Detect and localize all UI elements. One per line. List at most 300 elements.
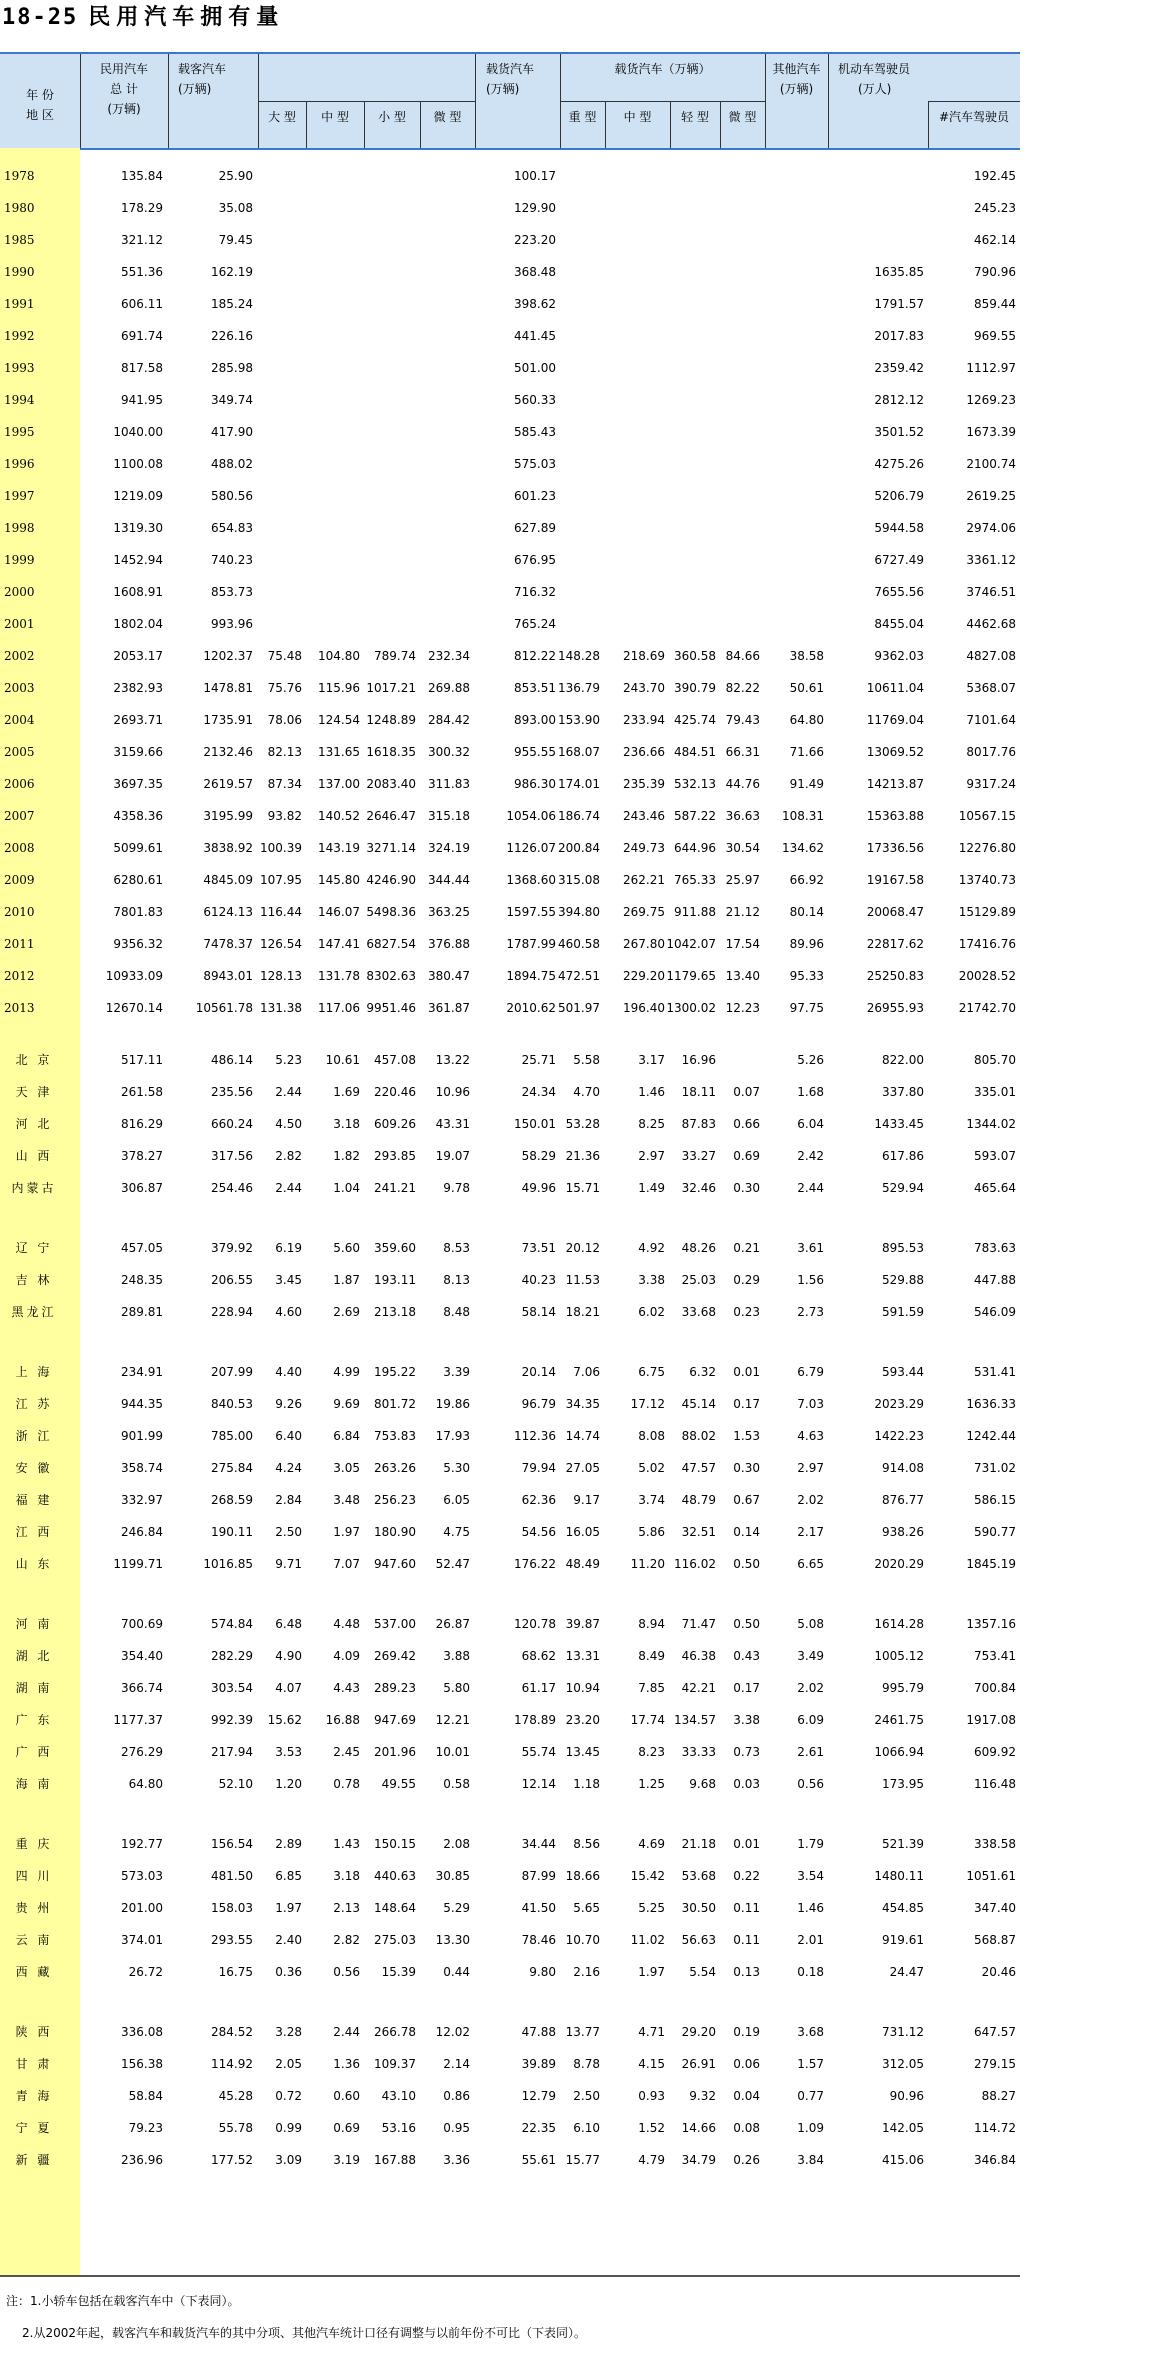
cell-truck-medium: 3.38 <box>638 1273 665 1287</box>
cell-passenger: 228.94 <box>211 1305 253 1319</box>
cell-other: 3.61 <box>797 1241 824 1255</box>
cell-light: 360.58 <box>674 649 716 663</box>
year-label: 2012 <box>4 969 35 983</box>
cell-passenger: 840.53 <box>211 1397 253 1411</box>
cell-large: 15.62 <box>267 1713 302 1727</box>
cell-passenger: 162.19 <box>211 265 253 279</box>
year-row <box>0 771 1020 797</box>
cell-total: 358.74 <box>121 1461 163 1475</box>
cell-passenger: 417.90 <box>211 425 253 439</box>
cell-large: 6.85 <box>275 1869 302 1883</box>
cell-light: 71.47 <box>681 1617 716 1631</box>
cell-other <box>734 227 824 253</box>
region-row <box>0 1707 1020 1733</box>
cell-truck-mini: 0.29 <box>733 1273 760 1287</box>
cell-drivers: 1005.12 <box>874 1649 924 1663</box>
region-label: 辽 宁 <box>15 1241 53 1255</box>
cell-mini <box>380 323 470 349</box>
cell-other <box>734 323 824 349</box>
cell-car-drivers: 590.77 <box>974 1525 1016 1539</box>
cell-truck: 585.43 <box>514 425 556 439</box>
cell-other: 2.97 <box>797 1461 824 1475</box>
cell-medium: 146.07 <box>318 905 360 919</box>
cell-truck-mini: 84.66 <box>725 649 760 663</box>
cell-passenger: 282.29 <box>211 1649 253 1663</box>
region-label: 云 南 <box>15 1933 53 1947</box>
cell-light: 53.68 <box>681 1869 716 1883</box>
cell-truck-medium: 8.49 <box>638 1649 665 1663</box>
cell-truck-medium: 4.69 <box>638 1837 665 1851</box>
cell-light: 30.50 <box>681 1901 716 1915</box>
cell-heavy: 5.65 <box>573 1901 600 1915</box>
cell-drivers: 521.39 <box>882 1837 924 1851</box>
year-row <box>0 963 1020 989</box>
cell-passenger: 10561.78 <box>195 1001 253 1015</box>
table-title: 民用汽车拥有量 <box>88 5 285 30</box>
cell-passenger: 8943.01 <box>203 969 253 983</box>
cell-total: 289.81 <box>121 1305 163 1319</box>
cell-large: 78.06 <box>267 713 302 727</box>
cell-small: 3271.14 <box>366 841 416 855</box>
cell-other <box>734 259 824 285</box>
cell-truck-mini: 17.54 <box>725 937 760 951</box>
truck-group-header: 载货汽车（万辆） <box>614 62 711 76</box>
cell-drivers: 914.08 <box>882 1461 924 1475</box>
cell-truck: 34.44 <box>521 1837 556 1851</box>
cell-passenger: 177.52 <box>211 2153 253 2167</box>
region-row <box>0 1299 1020 1325</box>
region-row <box>0 1551 1020 1577</box>
cell-total: 374.01 <box>121 1933 163 1947</box>
cell-mini: 8.48 <box>443 1305 470 1319</box>
year-row <box>0 451 1020 477</box>
cell-medium: 143.19 <box>318 841 360 855</box>
cell-total: 234.91 <box>121 1365 163 1379</box>
cell-mini: 43.31 <box>435 1117 470 1131</box>
cell-total: 261.58 <box>121 1085 163 1099</box>
cell-truck-medium: 3.17 <box>638 1053 665 1067</box>
cell-truck-mini: 0.01 <box>733 1365 760 1379</box>
cell-small: 947.69 <box>374 1713 416 1727</box>
region-row <box>0 1487 1020 1513</box>
region-label: 海 南 <box>15 1777 53 1791</box>
cell-passenger: 993.96 <box>211 617 253 631</box>
cell-total: 26.72 <box>128 1965 163 1979</box>
cell-passenger: 207.99 <box>211 1365 253 1379</box>
cell-passenger: 254.46 <box>211 1181 253 1195</box>
cell-small: 293.85 <box>374 1149 416 1163</box>
cell-small: 789.74 <box>374 649 416 663</box>
cell-medium: 0.56 <box>333 1965 360 1979</box>
cell-truck: 560.33 <box>514 393 556 407</box>
cell-other: 108.31 <box>782 809 824 823</box>
cell-drivers: 2017.83 <box>874 329 924 343</box>
year-row <box>0 579 1020 605</box>
cell-truck: 1787.99 <box>506 937 556 951</box>
cell-mini: 269.88 <box>428 681 470 695</box>
year-label: 1993 <box>4 361 35 375</box>
cell-mini: 10.96 <box>435 1085 470 1099</box>
cell-car-drivers: 1269.23 <box>966 393 1016 407</box>
cell-car-drivers: 1112.97 <box>966 361 1016 375</box>
region-row <box>0 1519 1020 1545</box>
cell-light: 14.66 <box>681 2121 716 2135</box>
cell-other: 2.61 <box>797 1745 824 1759</box>
cell-large: 100.39 <box>260 841 302 855</box>
cell-light: 32.51 <box>681 1525 716 1539</box>
cell-truck: 87.99 <box>521 1869 556 1883</box>
cell-car-drivers: 568.87 <box>974 1933 1016 1947</box>
cell-small: 193.11 <box>374 1273 416 1287</box>
cell-truck: 55.74 <box>521 1745 556 1759</box>
region-row <box>0 1267 1020 1293</box>
cell-large: 0.72 <box>275 2089 302 2103</box>
year-label: 1998 <box>4 521 35 535</box>
cell-light: 45.14 <box>681 1397 716 1411</box>
cell-heavy: 200.84 <box>558 841 600 855</box>
year-label: 1997 <box>4 489 35 503</box>
other-unit: (万辆) <box>779 82 814 96</box>
cell-large: 9.71 <box>275 1557 302 1571</box>
cell-other: 3.49 <box>797 1649 824 1663</box>
cell-large: 2.82 <box>275 1149 302 1163</box>
cell-drivers: 15363.88 <box>866 809 924 823</box>
cell-medium: 5.60 <box>333 1241 360 1255</box>
cell-mini: 6.05 <box>443 1493 470 1507</box>
cell-drivers: 1791.57 <box>874 297 924 311</box>
cell-truck-medium: 1.52 <box>638 2121 665 2135</box>
cell-mini <box>380 579 470 605</box>
cell-truck-medium: 5.86 <box>638 1525 665 1539</box>
total-header-3: (万辆) <box>107 102 141 116</box>
region-label: 上 海 <box>15 1365 53 1379</box>
cell-truck: 176.22 <box>514 1557 556 1571</box>
cell-truck-mini: 36.63 <box>725 809 760 823</box>
cell-total: 1319.30 <box>113 521 163 535</box>
cell-truck: 47.88 <box>521 2025 556 2039</box>
cell-truck-mini: 0.26 <box>733 2153 760 2167</box>
cell-passenger: 25.90 <box>218 169 253 183</box>
year-label: 1996 <box>4 457 35 471</box>
cell-drivers: 1614.28 <box>874 1617 924 1631</box>
cell-passenger: 1202.37 <box>203 649 253 663</box>
cell-medium: 3.18 <box>333 1117 360 1131</box>
cell-heavy: 39.87 <box>565 1617 600 1631</box>
year-row <box>0 675 1020 701</box>
year-label: 1994 <box>4 393 35 407</box>
cell-car-drivers: 1917.08 <box>966 1713 1016 1727</box>
cell-total: 551.36 <box>121 265 163 279</box>
cell-small: 43.10 <box>381 2089 416 2103</box>
cell-truck: 40.23 <box>521 1273 556 1287</box>
cell-medium: 124.54 <box>318 713 360 727</box>
cell-drivers: 14213.87 <box>866 777 924 791</box>
cell-total: 5099.61 <box>113 841 163 855</box>
cell-mini: 344.44 <box>428 873 470 887</box>
cell-large: 3.28 <box>275 2025 302 2039</box>
cell-other: 2.42 <box>797 1149 824 1163</box>
cell-mini <box>380 387 470 413</box>
cell-large: 4.07 <box>275 1681 302 1695</box>
cell-truck-medium: 4.71 <box>638 2025 665 2039</box>
cell-truck-mini: 13.40 <box>725 969 760 983</box>
cell-total: 700.69 <box>121 1617 163 1631</box>
region-row <box>0 1927 1020 1953</box>
region-row <box>0 1391 1020 1417</box>
cell-truck: 716.32 <box>514 585 556 599</box>
cell-small: 275.03 <box>374 1933 416 1947</box>
cell-mini <box>380 611 470 637</box>
cell-light: 16.96 <box>681 1053 716 1067</box>
cell-truck-mini: 0.11 <box>733 1933 760 1947</box>
cell-heavy: 14.74 <box>565 1429 600 1443</box>
cell-car-drivers: 4827.08 <box>966 649 1016 663</box>
cell-small: 2646.47 <box>366 809 416 823</box>
cell-medium: 0.60 <box>333 2089 360 2103</box>
drivers-unit: (万人) <box>858 82 892 96</box>
cell-other: 3.54 <box>797 1869 824 1883</box>
cell-other <box>734 611 824 637</box>
cell-truck: 223.20 <box>514 233 556 247</box>
cell-total: 178.29 <box>121 201 163 215</box>
cell-truck-mini: 0.04 <box>733 2089 760 2103</box>
cell-truck-mini: 0.50 <box>733 1557 760 1571</box>
cell-small: 6827.54 <box>366 937 416 951</box>
cell-total: 12670.14 <box>105 1001 163 1015</box>
cell-truck: 150.01 <box>514 1117 556 1131</box>
cell-heavy: 13.77 <box>565 2025 600 2039</box>
cell-mini: 19.86 <box>435 1397 470 1411</box>
cell-small: 1017.21 <box>366 681 416 695</box>
cell-car-drivers: 969.55 <box>974 329 1016 343</box>
cell-large: 131.38 <box>260 1001 302 1015</box>
cell-heavy: 501.97 <box>558 1001 600 1015</box>
cell-passenger: 785.00 <box>211 1429 253 1443</box>
year-label: 2008 <box>4 841 35 855</box>
cell-mini: 10.01 <box>435 1745 470 1759</box>
cell-car-drivers: 1845.19 <box>966 1557 1016 1571</box>
cell-passenger: 349.74 <box>211 393 253 407</box>
cell-passenger: 293.55 <box>211 1933 253 1947</box>
cell-medium: 10.61 <box>325 1053 360 1067</box>
cell-heavy: 148.28 <box>558 649 600 663</box>
cell-truck-medium: 235.39 <box>623 777 665 791</box>
year-row <box>0 163 1020 189</box>
cell-truck: 73.51 <box>521 1241 556 1255</box>
cell-drivers: 876.77 <box>882 1493 924 1507</box>
cell-medium: 1.97 <box>333 1525 360 1539</box>
cell-drivers: 19167.58 <box>866 873 924 887</box>
cell-truck-medium: 1.97 <box>638 1965 665 1979</box>
cell-small: 537.00 <box>374 1617 416 1631</box>
cell-other: 5.26 <box>797 1053 824 1067</box>
cell-light: 48.79 <box>681 1493 716 1507</box>
year-label: 2003 <box>4 681 35 695</box>
cell-light: 765.33 <box>674 873 716 887</box>
cell-truck: 368.48 <box>514 265 556 279</box>
cell-drivers: 20068.47 <box>866 905 924 919</box>
cell-large: 2.84 <box>275 1493 302 1507</box>
cell-passenger: 7478.37 <box>203 937 253 951</box>
region-label: 广 东 <box>15 1713 53 1727</box>
cell-other: 66.92 <box>789 873 824 887</box>
cell-medium: 0.78 <box>333 1777 360 1791</box>
cell-mini <box>380 195 470 221</box>
cell-total: 366.74 <box>121 1681 163 1695</box>
year-label: 1999 <box>4 553 35 567</box>
cell-small: 150.15 <box>374 1837 416 1851</box>
cell-truck: 120.78 <box>514 1617 556 1631</box>
cell-drivers: 3501.52 <box>874 425 924 439</box>
cell-other: 91.49 <box>789 777 824 791</box>
cell-truck-medium: 17.74 <box>630 1713 665 1727</box>
cell-heavy: 5.58 <box>573 1053 600 1067</box>
cell-total: 606.11 <box>121 297 163 311</box>
cell-medium: 1.87 <box>333 1273 360 1287</box>
cell-large: 3.09 <box>275 2153 302 2167</box>
cell-passenger: 114.92 <box>211 2057 253 2071</box>
region-row <box>0 1175 1020 1201</box>
cell-other: 2.73 <box>797 1305 824 1319</box>
cell-passenger: 992.39 <box>211 1713 253 1727</box>
total-header-2: 总 计 <box>110 82 138 96</box>
cell-small: 269.42 <box>374 1649 416 1663</box>
year-row <box>0 483 1020 509</box>
cell-large: 107.95 <box>260 873 302 887</box>
cell-mini <box>380 515 470 541</box>
cell-drivers: 337.80 <box>882 1085 924 1099</box>
cell-medium: 6.84 <box>333 1429 360 1443</box>
sub-light: 轻 型 <box>681 110 709 124</box>
cell-truck: 812.22 <box>514 649 556 663</box>
cell-drivers: 25250.83 <box>866 969 924 983</box>
cell-drivers <box>834 195 924 221</box>
cell-medium: 4.48 <box>333 1617 360 1631</box>
cell-passenger: 317.56 <box>211 1149 253 1163</box>
cell-small: 609.26 <box>374 1117 416 1131</box>
cell-mini: 5.30 <box>443 1461 470 1475</box>
region-row <box>0 1643 1020 1669</box>
cell-total: 1100.08 <box>113 457 163 471</box>
cell-car-drivers: 245.23 <box>974 201 1016 215</box>
cell-truck-mini: 21.12 <box>725 905 760 919</box>
cell-heavy: 2.16 <box>573 1965 600 1979</box>
cell-heavy: 186.74 <box>558 809 600 823</box>
cell-large: 2.50 <box>275 1525 302 1539</box>
cell-medium: 0.69 <box>333 2121 360 2135</box>
cell-large: 1.20 <box>275 1777 302 1791</box>
cell-small: 256.23 <box>374 1493 416 1507</box>
cell-car-drivers: 9317.24 <box>966 777 1016 791</box>
cell-mini: 52.47 <box>435 1557 470 1571</box>
cell-car-drivers: 2100.74 <box>966 457 1016 471</box>
cell-light: 33.68 <box>681 1305 716 1319</box>
cell-other <box>734 163 824 189</box>
cell-other: 64.80 <box>789 713 824 727</box>
region-label: 陕 西 <box>15 2025 53 2039</box>
region-row <box>0 2083 1020 2109</box>
cell-passenger: 158.03 <box>211 1901 253 1915</box>
cell-mini: 5.29 <box>443 1901 470 1915</box>
year-row <box>0 227 1020 253</box>
cell-drivers: 1635.85 <box>874 265 924 279</box>
year-row <box>0 643 1020 669</box>
cell-truck: 58.14 <box>521 1305 556 1319</box>
cell-passenger: 16.75 <box>218 1965 253 1979</box>
region-row <box>0 1079 1020 1105</box>
cell-large: 4.50 <box>275 1117 302 1131</box>
cell-other: 0.56 <box>797 1777 824 1791</box>
cell-truck: 61.17 <box>521 1681 556 1695</box>
year-label: 2002 <box>4 649 35 663</box>
cell-other: 0.77 <box>797 2089 824 2103</box>
cell-other: 50.61 <box>789 681 824 695</box>
cell-other: 38.58 <box>789 649 824 663</box>
cell-other <box>734 515 824 541</box>
cell-car-drivers: 465.64 <box>974 1181 1016 1195</box>
year-label: 2011 <box>4 937 35 951</box>
region-row <box>0 2051 1020 2077</box>
year-row <box>0 291 1020 317</box>
cell-small: 1618.35 <box>366 745 416 759</box>
cell-drivers: 5206.79 <box>874 489 924 503</box>
cell-passenger: 486.14 <box>211 1053 253 1067</box>
region-label: 四 川 <box>15 1869 53 1883</box>
cell-light: 9.32 <box>689 2089 716 2103</box>
year-row <box>0 803 1020 829</box>
cell-drivers: 9362.03 <box>874 649 924 663</box>
cell-other: 71.66 <box>789 745 824 759</box>
cell-truck-medium: 243.70 <box>623 681 665 695</box>
cell-large: 9.26 <box>275 1397 302 1411</box>
cell-medium: 4.99 <box>333 1365 360 1379</box>
cell-car-drivers: 700.84 <box>974 1681 1016 1695</box>
region-label: 湖 北 <box>15 1649 53 1663</box>
cell-passenger: 4845.09 <box>203 873 253 887</box>
cell-light: 484.51 <box>674 745 716 759</box>
region-label: 湖 南 <box>15 1681 53 1695</box>
cell-mini: 8.53 <box>443 1241 470 1255</box>
cell-heavy: 9.17 <box>573 1493 600 1507</box>
cell-light: 34.79 <box>681 2153 716 2167</box>
cell-total: 1040.00 <box>113 425 163 439</box>
year-label: 2007 <box>4 809 35 823</box>
year-label: 2013 <box>4 1001 35 1015</box>
cell-car-drivers: 546.09 <box>974 1305 1016 1319</box>
cell-medium: 7.07 <box>333 1557 360 1571</box>
cell-small: 241.21 <box>374 1181 416 1195</box>
cell-truck: 129.90 <box>514 201 556 215</box>
cell-total: 10933.09 <box>105 969 163 983</box>
sub-large: 大 型 <box>268 110 296 124</box>
cell-total: 6280.61 <box>113 873 163 887</box>
cell-light: 1300.02 <box>666 1001 716 1015</box>
cell-passenger: 654.83 <box>211 521 253 535</box>
cell-car-drivers: 4462.68 <box>966 617 1016 631</box>
cell-other: 6.04 <box>797 1117 824 1131</box>
cell-mini: 380.47 <box>428 969 470 983</box>
cell-truck-mini: 44.76 <box>725 777 760 791</box>
cell-mini: 12.21 <box>435 1713 470 1727</box>
cell-medium: 115.96 <box>318 681 360 695</box>
cell-small: 2083.40 <box>366 777 416 791</box>
cell-medium: 117.06 <box>318 1001 360 1015</box>
cell-mini: 324.19 <box>428 841 470 855</box>
cell-small: 109.37 <box>374 2057 416 2071</box>
cell-other: 2.17 <box>797 1525 824 1539</box>
cell-mini: 2.08 <box>443 1837 470 1851</box>
cell-total: 192.77 <box>121 1837 163 1851</box>
